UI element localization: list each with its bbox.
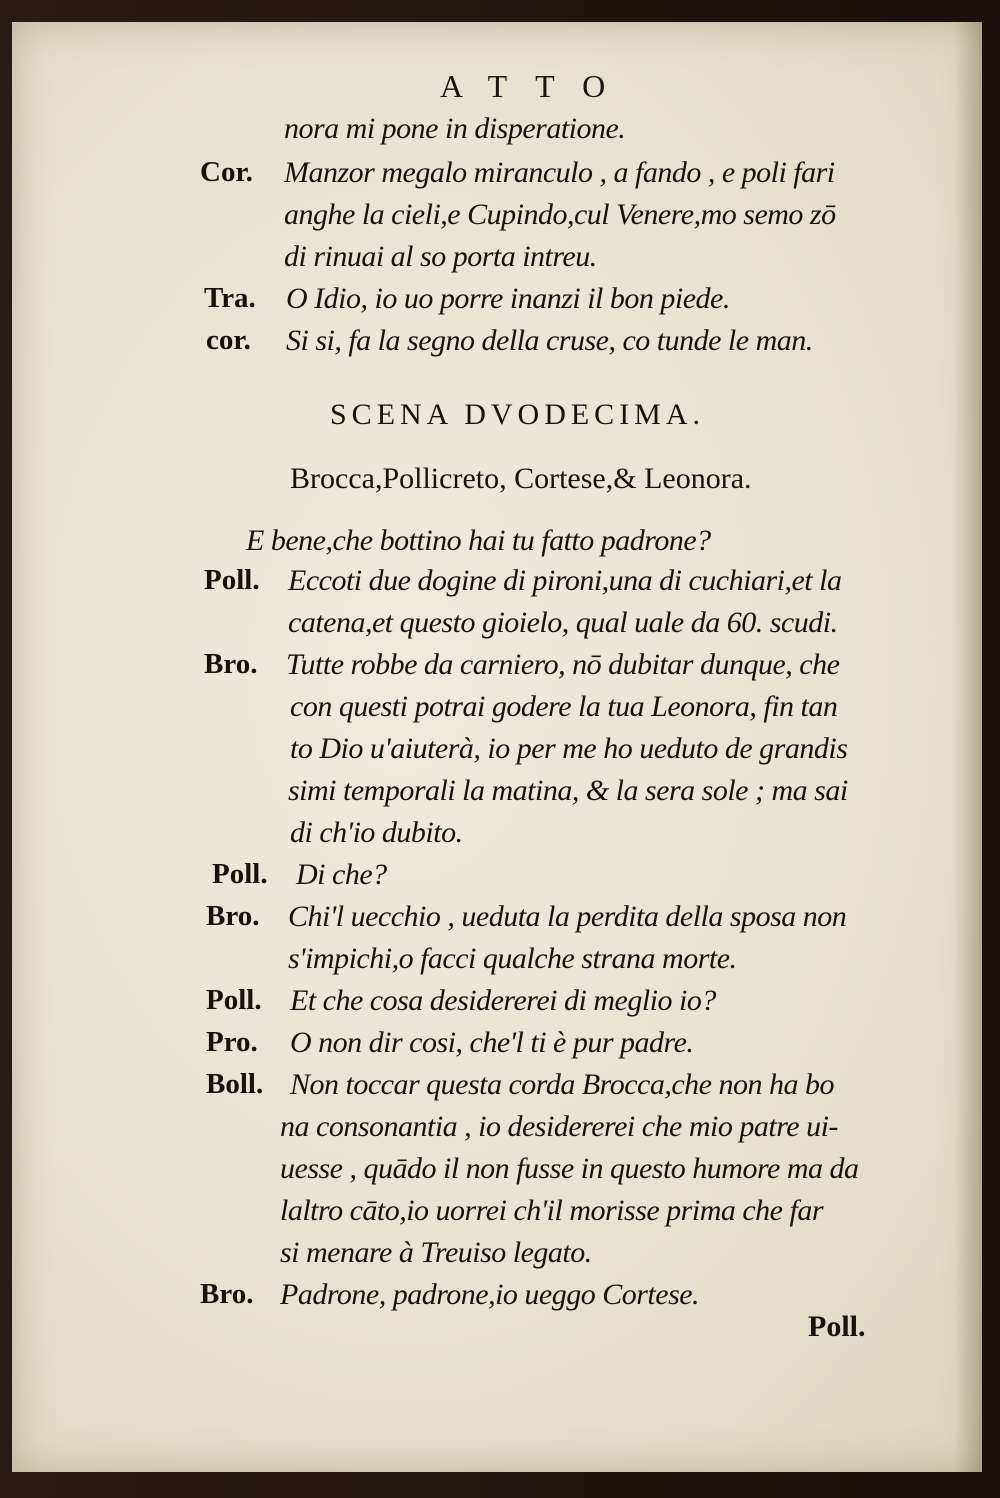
speaker-label: Pro. <box>206 1026 258 1058</box>
speaker-label: Tra. <box>204 282 256 314</box>
speaker-label: Bro. <box>200 1278 254 1310</box>
page-edge-shadow <box>954 22 982 1472</box>
line-text: catena,et questo gioielo, qual uale da 60. scudi. <box>288 606 838 639</box>
line-text: Manzor megalo miranculo , a fando , e poli fari <box>284 156 835 189</box>
line-text: nora mi pone in disperatione. <box>284 112 626 145</box>
line-text: O non dir cosi, che'l ti è pur padre. <box>290 1026 694 1059</box>
line-text: simi temporali la matina, & la sera sole ; ma sai <box>288 774 848 807</box>
line-text: O Idio, io uo porre inanzi il bon piede. <box>286 282 730 315</box>
line-text: uesse , quādo il non fusse in questo humore ma da <box>280 1152 859 1185</box>
line-text: s'impichi,o facci qualche strana morte. <box>288 942 737 975</box>
line-text: Tutte robbe da carniero, nō dubitar dunque, che <box>286 648 840 681</box>
speaker-label: Bro. <box>206 900 260 932</box>
line-text: Eccoti due dogine di pironi,una di cuchiari,et la <box>288 564 842 597</box>
line-text: con questi potrai godere la tua Leonora, fin tan <box>290 690 838 723</box>
line-text: Di che? <box>296 858 387 891</box>
line-text: Padrone, padrone,io ueggo Cortese. <box>280 1278 700 1311</box>
line-text: Si si, fa la segno della cruse, co tunde le man. <box>286 324 813 357</box>
speaker-label: cor. <box>206 324 251 356</box>
catchword: Poll. <box>808 1310 866 1343</box>
speaker-label: Cor. <box>200 156 253 188</box>
speaker-label: Poll. <box>204 564 260 596</box>
scene-title: SCENA DVODECIMA. <box>330 398 706 431</box>
line-text: Chi'l uecchio , ueduta la perdita della sposa non <box>288 900 847 933</box>
speaker-label: Poll. <box>206 984 262 1016</box>
running-header: ATTO <box>440 68 634 104</box>
line-text: na consonantia , io desidererei che mio patre ui- <box>280 1110 838 1143</box>
line-text: E bene,che bottino hai tu fatto padrone? <box>246 524 711 557</box>
line-text: si menare à Treuiso legato. <box>280 1236 592 1269</box>
line-text: anghe la cieli,e Cupindo,cul Venere,mo semo zō <box>284 198 836 231</box>
line-text: di rinuai al so porta intreu. <box>284 240 597 273</box>
line-text: Et che cosa desidererei di meglio io? <box>290 984 716 1017</box>
line-text: laltro cāto,io uorrei ch'il morisse prima che far <box>280 1194 823 1227</box>
speaker-label: Bro. <box>204 648 258 680</box>
speaker-label: Boll. <box>206 1068 264 1100</box>
line-text: di ch'io dubito. <box>290 816 463 849</box>
cast-list: Brocca,Pollicreto, Cortese,& Leonora. <box>290 462 752 495</box>
line-text: Non toccar questa corda Brocca,che non ha bo <box>290 1068 835 1101</box>
line-text: to Dio u'aiuterà, io per me ho ueduto de grandis <box>290 732 848 765</box>
speaker-label: Poll. <box>212 858 268 890</box>
